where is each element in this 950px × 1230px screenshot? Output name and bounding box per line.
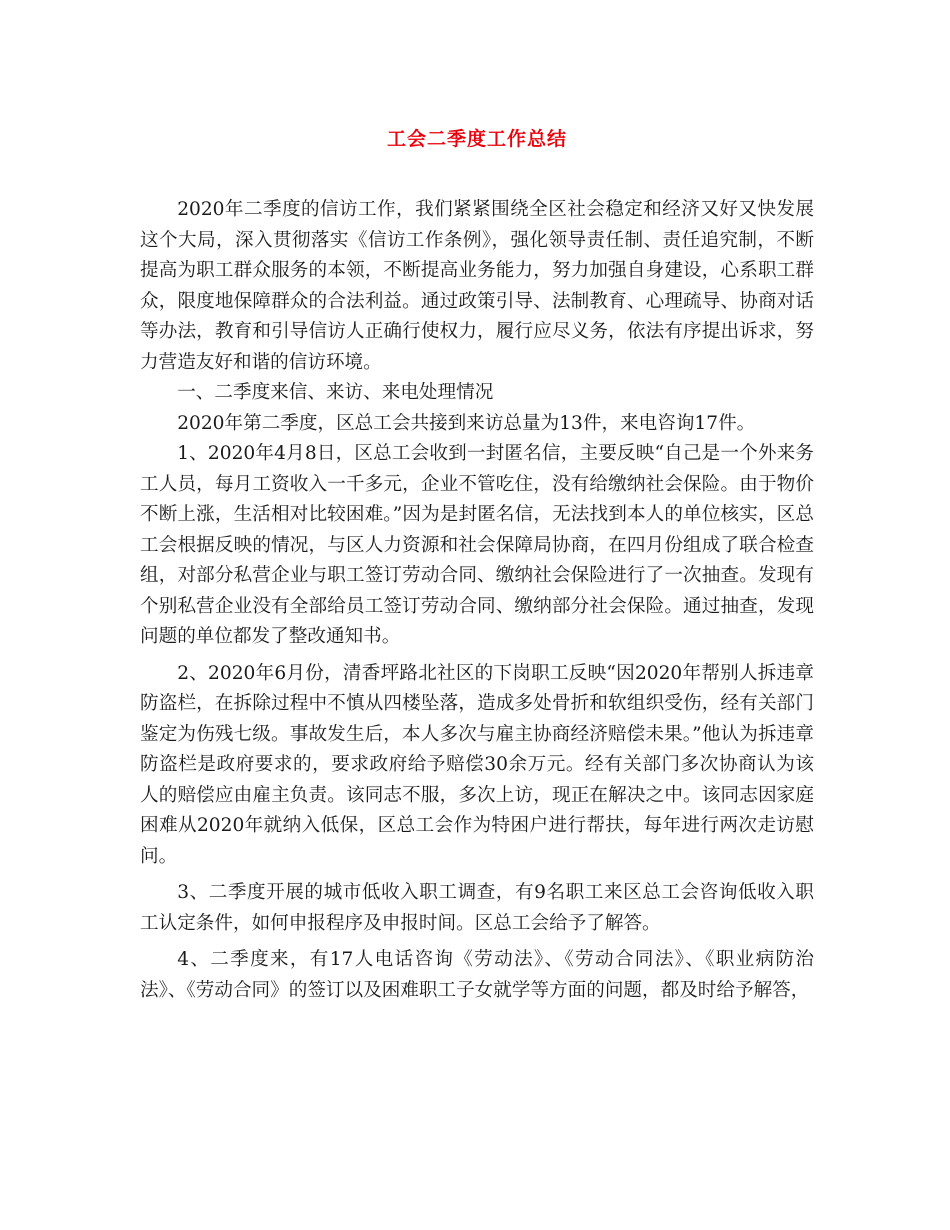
document-title: 工会二季度工作总结: [386, 128, 567, 150]
section-heading: 一、二季度来信、来访、来电处理情况: [177, 382, 494, 403]
case-3-paragraph: 3、二季度开展的城市低收入职工调查，有9名职工来区总工会咨询低收入职工认定条件，如何申报程序及申报时间。区总工会给予了解答。: [140, 882, 814, 934]
case-2-paragraph: 2、2020年6月份，清香坪路北社区的下岗职工反映“因2020年帮别人拆违章防盗栏，在拆除过程中不慎从四楼坠落，造成多处骨折和软组织受伤，经有关部门鉴定为伤残七级。事故发生后，本人多次与雇主协商经济赔偿未果。”他认为拆违章防盗栏是政府要求的，要求政府给予赔偿30余万元。经有关部门多次协商认为该人的赔偿应由雇主负责。该同志不服，多次上访，现正在解决之中。该同志因家庭困难从2020年就纳入低保，区总工会作为特困户进行帮扶，每年进行两次走访慰问。: [140, 662, 814, 867]
case-4-paragraph: 4、二季度来，有17人电话咨询《劳动法》、《劳动合同法》、《职业病防治法》、《劳动合同》的签订以及困难职工子女就学等方面的问题，都及时给予解答，: [140, 949, 814, 1001]
intro-paragraph: 2020年二季度的信访工作，我们紧紧围绕全区社会稳定和经济又好又快发展这个大局，深入贯彻落实《信访工作条例》，强化领导责任制、责任追究制，不断提高为职工群众服务的本领，不断提高业务能力，努力加强自身建设，心系职工群众，限度地保障群众的合法利益。通过政策引导、法制教育、心理疏导、协商对话等办法，教育和引导信访人正确行使权力，履行应尽义务，依法有序提出诉求，努力营造友好和谐的信访环境。: [140, 199, 814, 373]
case-1-paragraph: 1、2020年4月8日，区总工会收到一封匿名信，主要反映“自己是一个外来务工人员，每月工资收入一千多元，企业不管吃住，没有给缴纳社会保险。由于物价不断上涨，生活相对比较困难。”因为是封匿名信，无法找到本人的单位核实，区总工会根据反映的情况，与区人力资源和社会保障局协商，在四月份组成了联合检查组，对部分私营企业与职工签订劳动合同、缴纳社会保险进行了一次抽查。发现有个别私营企业没有全部给员工签订劳动合同、缴纳部分社会保险。通过抽查，发现问题的单位都发了整改通知书。: [140, 443, 814, 647]
summary-paragraph: 2020年第二季度，区总工会共接到来访总量为13件，来电咨询17件。: [177, 412, 756, 434]
